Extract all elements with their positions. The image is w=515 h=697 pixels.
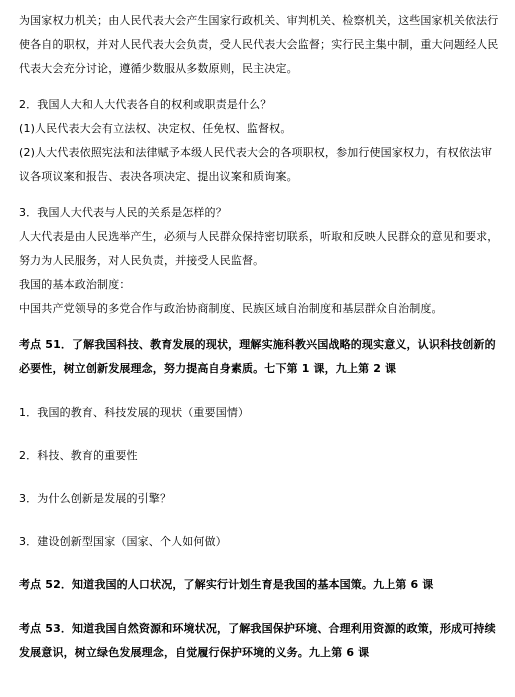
list-item: 3．建设创新型国家（国家、个人如何做） — [19, 535, 227, 548]
paragraph-line: 为国家权力机关；由人民代表大会产生国家行政机关、审判机关、检察机关，这些国家机关依法行 — [19, 14, 499, 27]
answer-line: 议各项议案和报告、表决各项决定、提出议案和质询案。 — [19, 170, 298, 183]
question-heading: 2．我国人大和人大代表各自的权利或职责是什么？ — [19, 98, 272, 111]
paragraph-line: 代表大会充分讨论，遵循少数服从多数原则，民主决定。 — [19, 62, 298, 75]
exam-point-heading: 考点 53．知道我国自然资源和环境状况，了解我国保护环境、合理利用资源的政策，形成可持续 — [19, 622, 496, 635]
exam-point-heading: 考点 51．了解我国科技、教育发展的现状，理解实施科教兴国战略的现实意义，认识科技创新的 — [19, 338, 496, 351]
answer-line: (2)人大代表依照宪法和法律赋予本级人民代表大会的各项职权，参加行使国家权力，有权依法审 — [19, 146, 493, 159]
question-heading: 3．我国人大代表与人民的关系是怎样的？ — [19, 206, 227, 219]
section-label: 我国的基本政治制度： — [19, 278, 131, 291]
answer-line: 人大代表是由人民选举产生，必须与人民群众保持密切联系，听取和反映人民群众的意见和要求， — [19, 230, 499, 243]
exam-point-heading: 必要性，树立创新发展理念，努力提高自身素质。七下第 1 课，九上第 2 课 — [19, 362, 397, 375]
list-item: 3．为什么创新是发展的引擎？ — [19, 492, 172, 505]
exam-point-heading: 发展意识，树立绿色发展理念，自觉履行保护环境的义务。九上第 6 课 — [19, 646, 370, 659]
paragraph-line: 使各自的职权，并对人民代表大会负责，受人民代表大会监督；实行民主集中制，重大问题经人民 — [19, 38, 499, 51]
list-item: 2．科技、教育的重要性 — [19, 449, 138, 462]
exam-point-heading: 考点 52．知道我国的人口状况，了解实行计划生育是我国的基本国策。九上第 6 课 — [19, 578, 434, 591]
list-item: 1．我国的教育、科技发展的现状（重要国情） — [19, 406, 250, 419]
answer-line: 中国共产党领导的多党合作与政治协商制度、民族区域自治制度和基层群众自治制度。 — [19, 302, 443, 315]
answer-line: 努力为人民服务，对人民负责，并接受人民监督。 — [19, 254, 265, 267]
answer-line: (1)人民代表大会有立法权、决定权、任免权、监督权。 — [19, 122, 292, 135]
